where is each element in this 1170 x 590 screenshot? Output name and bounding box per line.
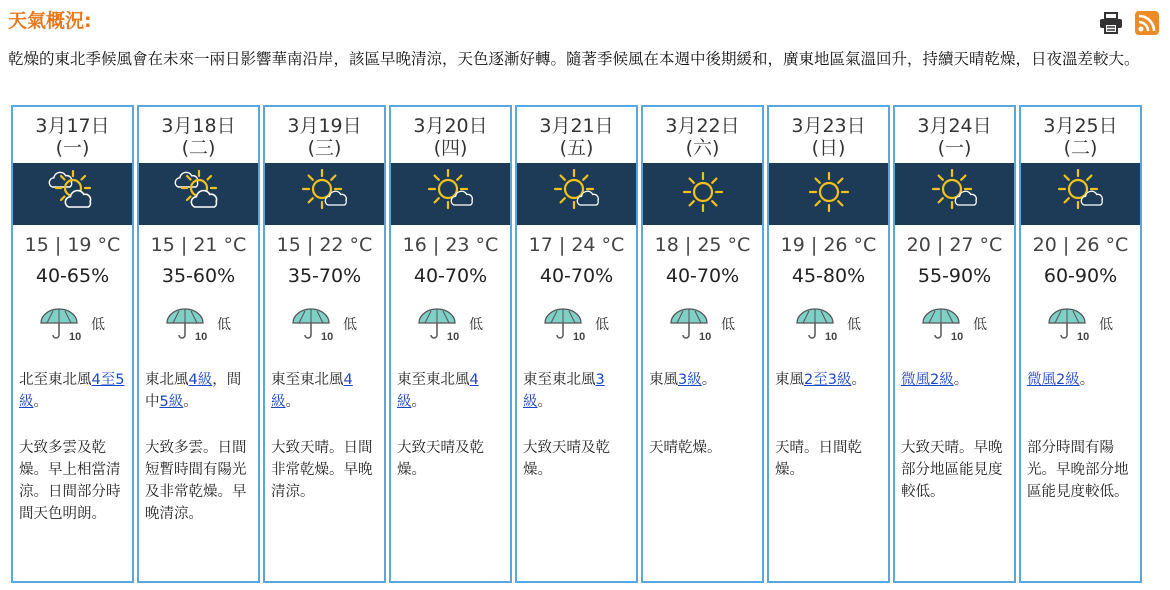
psr-label: 低 [343, 317, 357, 333]
wind-text: 東北風 [145, 372, 189, 388]
temperature-range: 16 | 23 °C [402, 234, 499, 256]
top-actions [1098, 10, 1160, 36]
wind-text: 。 [33, 394, 48, 410]
psr-label: 低 [91, 317, 105, 333]
wind-text: 。 [1079, 372, 1095, 388]
psr-label: 低 [973, 317, 987, 333]
umbrella-10-icon [543, 307, 587, 347]
sun-small-cloud-icon [553, 168, 601, 220]
forecast-date: 3月21日 [539, 115, 614, 137]
wind-forecast [19, 369, 128, 413]
sun-small-cloud-icon [1057, 168, 1105, 220]
weather-summary: 乾燥的東北季候風會在未來一兩日影響華南沿岸，該區早晚清涼，天色逐漸好轉。隨著季候風在本週中後期緩和，廣東地區氣溫回升，持續天晴乾燥，日夜溫差較大。 [8, 50, 1140, 68]
forecast-date: 3月20日 [413, 115, 488, 137]
weather-description: 大致天晴及乾燥。 [397, 440, 484, 478]
forecast-date: 3月25日 [1043, 115, 1118, 137]
forecast-day-2 [137, 105, 260, 583]
forecast-date: 3月22日 [665, 115, 740, 137]
wind-forecast [145, 369, 254, 413]
psr-label: 低 [217, 317, 231, 333]
weather-icon-band [139, 163, 258, 225]
wind-force-link[interactable]: 4至5級 [19, 372, 125, 410]
psr-indicator [165, 307, 231, 347]
weather-icon-band [769, 163, 888, 225]
svg-text:10: 10 [69, 331, 82, 343]
weather-icon-band [895, 163, 1014, 225]
weather-description: 大致天晴。早晚部分地區能見度較低。 [901, 440, 1003, 500]
humidity-range: 60-90% [1043, 265, 1118, 287]
psr-indicator [39, 307, 105, 347]
temperature-range: 19 | 26 °C [780, 234, 877, 256]
wind-force-link[interactable]: 2至3級 [804, 372, 852, 388]
psr-label: 低 [469, 317, 483, 333]
weather-icon-band [643, 163, 762, 225]
umbrella-10-icon [1047, 307, 1091, 347]
wind-text: 。 [285, 394, 300, 410]
forecast-date: 3月23日 [791, 115, 866, 137]
psr-label: 低 [721, 317, 735, 333]
wind-forecast [901, 369, 1010, 391]
wind-forecast [649, 369, 758, 391]
wind-force-link[interactable]: 4級 [271, 372, 353, 410]
svg-text:10: 10 [573, 331, 586, 343]
weather-icon-band [391, 163, 510, 225]
forecast-weekday: (一) [55, 137, 90, 159]
svg-text:10: 10 [1077, 331, 1090, 343]
forecast-weekday: (三) [307, 137, 342, 159]
forecast-date: 3月24日 [917, 115, 992, 137]
wind-text: 。 [411, 394, 426, 410]
psr-indicator [543, 307, 609, 347]
printer-icon[interactable] [1098, 10, 1124, 36]
temperature-range: 15 | 22 °C [276, 234, 373, 256]
forecast-day-5 [515, 105, 638, 583]
weather-icon-band [517, 163, 636, 225]
forecast-weekday: (一) [937, 137, 972, 159]
svg-text:10: 10 [951, 331, 964, 343]
weather-description: 天晴乾燥。 [649, 440, 722, 456]
psr-label: 低 [1099, 317, 1113, 333]
umbrella-10-icon [669, 307, 713, 347]
wind-force-link[interactable]: 4級 [397, 372, 479, 410]
psr-indicator [1047, 307, 1113, 347]
wind-text: 。 [851, 372, 866, 388]
psr-indicator [291, 307, 357, 347]
wind-text: 東至東北風 [397, 372, 470, 388]
wind-forecast [1027, 369, 1136, 391]
weather-description: 大致多雲及乾燥。早上相當清涼。日間部分時間天色明朗。 [19, 440, 121, 522]
wind-text: 。 [953, 372, 969, 388]
wind-forecast [523, 369, 632, 413]
wind-force-link[interactable]: 3級 [678, 372, 702, 388]
wind-text: 東至東北風 [523, 372, 596, 388]
umbrella-10-icon [417, 307, 461, 347]
svg-text:10: 10 [447, 331, 460, 343]
humidity-range: 40-70% [539, 265, 614, 287]
forecast-weekday: (五) [559, 137, 594, 159]
temperature-range: 20 | 26 °C [1032, 234, 1129, 256]
forecast-date: 3月19日 [287, 115, 362, 137]
temperature-range: 18 | 25 °C [654, 234, 751, 256]
wind-text: 。 [701, 372, 717, 388]
wind-forecast [775, 369, 884, 391]
humidity-range: 40-70% [665, 265, 740, 287]
svg-text:10: 10 [699, 331, 712, 343]
wind-text: 東風 [649, 372, 678, 388]
temperature-range: 20 | 27 °C [906, 234, 1003, 256]
temperature-range: 17 | 24 °C [528, 234, 625, 256]
psr-label: 低 [847, 317, 861, 333]
psr-indicator [795, 307, 861, 347]
temperature-range: 15 | 21 °C [150, 234, 247, 256]
sun-cloud-partly-icon [173, 167, 225, 221]
temperature-range: 15 | 19 °C [24, 234, 121, 256]
humidity-range: 40-65% [35, 265, 110, 287]
wind-force-link[interactable]: 微風2級 [1027, 372, 1080, 388]
weather-icon-band [265, 163, 384, 225]
weather-description: 部分時間有陽光。早晚部分地區能見度較低。 [1027, 440, 1129, 500]
forecast-date: 3月18日 [161, 115, 236, 137]
forecast-date: 3月17日 [35, 115, 110, 137]
weather-description: 大致多雲。日間短暫時間有陽光及非常乾燥。早晚清涼。 [145, 440, 247, 522]
sun-icon [805, 168, 853, 220]
wind-text: 。 [537, 394, 552, 410]
psr-indicator [921, 307, 987, 347]
wind-forecast [271, 369, 380, 413]
humidity-range: 55-90% [917, 265, 992, 287]
humidity-range: 40-70% [413, 265, 488, 287]
wind-text: 東至東北風 [271, 372, 344, 388]
forecast-day-1 [11, 105, 134, 583]
sun-small-cloud-icon [931, 168, 979, 220]
weather-description: 天晴。日間乾燥。 [775, 440, 862, 478]
sun-small-cloud-icon [301, 168, 349, 220]
psr-indicator [417, 307, 483, 347]
wind-forecast [397, 369, 506, 413]
weather-icon-band [1021, 163, 1140, 225]
humidity-range: 45-80% [791, 265, 866, 287]
svg-text:10: 10 [825, 331, 838, 343]
umbrella-10-icon [291, 307, 335, 347]
forecast-day-7 [767, 105, 890, 583]
sun-cloud-partly-icon [47, 167, 99, 221]
humidity-range: 35-60% [161, 265, 236, 287]
forecast-day-4 [389, 105, 512, 583]
wind-text: 。 [183, 394, 198, 410]
page-title: 天氣概況: [8, 10, 92, 32]
forecast-days [11, 105, 1142, 583]
forecast-day-6 [641, 105, 764, 583]
umbrella-10-icon [921, 307, 965, 347]
forecast-weekday: (二) [1063, 137, 1098, 159]
wind-force-link[interactable]: 5級 [159, 394, 184, 410]
weather-description: 大致天晴。日間非常乾燥。早晚清涼。 [271, 440, 373, 500]
forecast-weekday: (六) [685, 137, 720, 159]
forecast-weekday: (二) [181, 137, 216, 159]
umbrella-10-icon [165, 307, 209, 347]
forecast-weekday: (四) [433, 137, 468, 159]
forecast-day-9 [1019, 105, 1142, 583]
umbrella-10-icon [795, 307, 839, 347]
humidity-range: 35-70% [287, 265, 362, 287]
forecast-day-3 [263, 105, 386, 583]
svg-text:10: 10 [195, 331, 208, 343]
umbrella-10-icon [39, 307, 83, 347]
weather-description: 大致天晴及乾燥。 [523, 440, 610, 478]
wind-text: 北至東北風 [19, 372, 92, 388]
forecast-day-8 [893, 105, 1016, 583]
wind-force-link[interactable]: 4級 [188, 372, 213, 388]
weather-icon-band [13, 163, 132, 225]
forecast-weekday: (日) [811, 137, 846, 159]
wind-text: ，間中 [145, 372, 242, 410]
wind-force-link[interactable]: 微風2級 [901, 372, 954, 388]
sun-small-cloud-icon [427, 168, 475, 220]
wind-force-link[interactable]: 3級 [523, 372, 605, 410]
psr-indicator [669, 307, 735, 347]
wind-text: 東風 [775, 372, 804, 388]
svg-text:10: 10 [321, 331, 334, 343]
rss-icon[interactable] [1134, 10, 1160, 36]
sun-icon [679, 168, 727, 220]
psr-label: 低 [595, 317, 609, 333]
